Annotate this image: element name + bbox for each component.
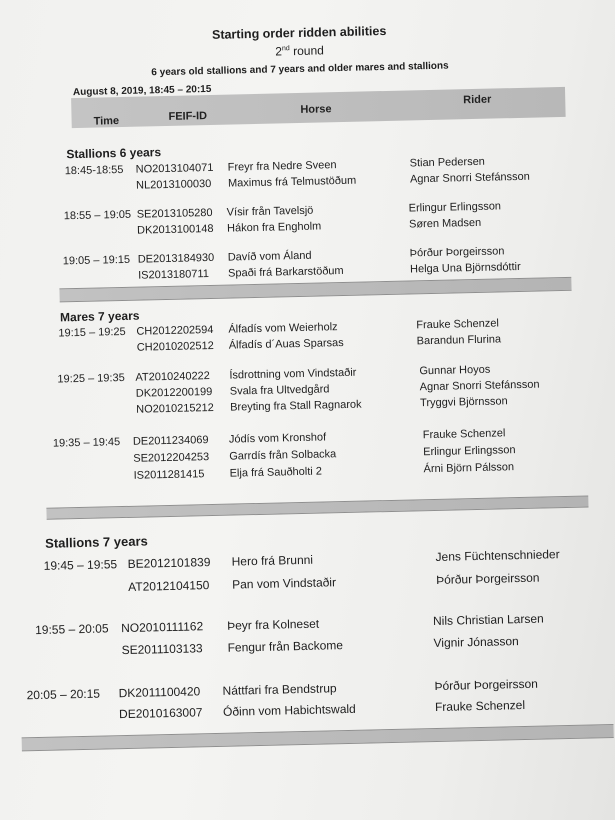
horse-name: Fengur från Backome	[227, 638, 344, 655]
section-divider	[59, 277, 571, 303]
horse-name: Elja frá Sauðholti 2	[229, 465, 323, 480]
horse-name: Breyting fra Stall Ragnarok	[230, 398, 362, 414]
round-suffix: nd	[281, 45, 290, 53]
rider-name: Frauke Schenzel	[434, 697, 526, 715]
section-title-stallions-7: Stallions 7 years	[45, 533, 148, 551]
rider-name: Jens Füchtenschnieder	[435, 547, 560, 564]
round-word: round	[292, 43, 324, 59]
horse-name: Pan vom Vindstaðir	[232, 575, 337, 592]
feif-id: DK2012200199	[135, 385, 213, 400]
horse-name: Vísir från Tavelsjö	[226, 204, 314, 219]
horse-name: Þeyr fra Kolneset	[226, 616, 320, 633]
horse-name: Hero frá Brunni	[231, 552, 314, 569]
feif-id: NO2010111162	[120, 619, 204, 636]
feif-id: SE2012204253	[133, 451, 210, 465]
rider-name: Agnar Snorri Stefánsson	[409, 170, 530, 186]
start-time: 19:15 – 19:25	[58, 325, 126, 340]
feif-id: DK2013100148	[136, 222, 214, 237]
rider-name: Nils Christian Larsen	[432, 611, 544, 629]
horse-name: Spaði frá Barkarstöðum	[227, 264, 344, 280]
rider-name: Frauke Schenzel	[416, 317, 499, 332]
rider-name: Stian Pedersen	[409, 155, 485, 170]
feif-id: DE2013184930	[137, 251, 215, 266]
column-header-rider: Rider	[463, 93, 492, 107]
rider-name: Barandun Flurina	[416, 333, 502, 348]
feif-id: DE2010163007	[118, 705, 203, 722]
start-time: 19:35 – 19:45	[52, 436, 121, 450]
rider-name: Erlingur Erlingsson	[408, 200, 502, 215]
rider-name: Frauke Schenzel	[422, 427, 506, 442]
horse-name: Ísdrottning vom Vindstaðir	[229, 366, 357, 382]
event-date: August 8, 2019, 18:45 – 20:15	[72, 83, 212, 99]
horse-name: Maximus frá Telmustöðum	[227, 174, 357, 190]
horse-name: Davíð vom Áland	[227, 249, 312, 264]
horse-name: Náttfari fra Bendstrup	[222, 681, 337, 698]
rider-name: Agnar Snorri Stefánsson	[419, 378, 540, 394]
section-divider	[46, 495, 588, 519]
document-title: Starting order ridden abilities	[211, 23, 387, 42]
feif-id: IS2011281415	[133, 468, 205, 482]
section-divider	[22, 724, 614, 751]
feif-id: DK2011100420	[118, 684, 201, 701]
column-header-feif: FEIF-ID	[168, 110, 208, 123]
horse-name: Jódís vom Kronshof	[228, 431, 327, 446]
feif-id: BE2012101839	[127, 555, 211, 571]
feif-id: SE2011103133	[121, 641, 203, 658]
feif-id: DE2011234069	[132, 434, 209, 448]
start-time: 18:55 – 19:05	[63, 208, 132, 223]
feif-id: CH2010202512	[136, 339, 214, 354]
start-time: 20:05 – 20:15	[26, 686, 101, 703]
feif-id: CH2012202594	[136, 323, 214, 338]
rider-name: Søren Madsen	[408, 216, 482, 231]
round-number: 2	[275, 44, 283, 59]
feif-id: IS2013180711	[138, 268, 210, 282]
column-header-horse: Horse	[300, 103, 332, 116]
rider-name: Gunnar Hoyos	[419, 363, 491, 378]
horse-name: Garrdís från Solbacka	[229, 448, 337, 463]
rider-name: Tryggvi Björnsson	[419, 395, 508, 410]
rider-name: Þórður Þorgeirsson	[435, 570, 540, 587]
document-subtitle: 6 years old stallions and 7 years and older mares and stallions	[151, 60, 449, 79]
feif-id: NO2010215212	[136, 401, 214, 416]
rider-name: Þórður Þorgeirsson	[409, 245, 505, 260]
column-header-time: Time	[93, 115, 120, 128]
horse-name: Óðinn vom Habichtswald	[222, 701, 356, 719]
start-time: 19:25 – 19:35	[57, 371, 125, 386]
horse-name: Freyr fra Nedre Sveen	[227, 159, 337, 174]
rider-name: Vignir Jónasson	[433, 634, 519, 651]
rider-name: Erlingur Erlingsson	[423, 444, 516, 459]
rider-name: Helga Una Björnsdóttir	[409, 260, 521, 276]
feif-id: AT2010240222	[135, 370, 210, 384]
feif-id: NL2013100030	[135, 177, 212, 192]
start-time: 19:45 – 19:55	[43, 557, 118, 573]
start-time: 19:05 – 19:15	[62, 253, 131, 268]
rider-name: Þórður Þorgeirsson	[434, 676, 539, 694]
rider-name: Árni Björn Pálsson	[423, 461, 515, 476]
feif-id: SE2013105280	[136, 206, 213, 221]
horse-name: Hákon fra Engholm	[226, 220, 322, 235]
horse-name: Álfadís vom Weierholz	[228, 321, 338, 336]
feif-id: AT2012104150	[128, 578, 210, 594]
feif-id: NO2013104071	[135, 161, 214, 176]
start-time: 19:55 – 20:05	[34, 621, 109, 638]
start-time: 18:45-18:55	[64, 163, 124, 178]
horse-name: Álfadís d´Auas Sparsas	[228, 336, 344, 352]
section-title-stallions-6: Stallions 6 years	[66, 145, 162, 162]
horse-name: Svala fra Ultvedgård	[229, 383, 330, 398]
section-title-mares-7: Mares 7 years	[59, 308, 140, 325]
